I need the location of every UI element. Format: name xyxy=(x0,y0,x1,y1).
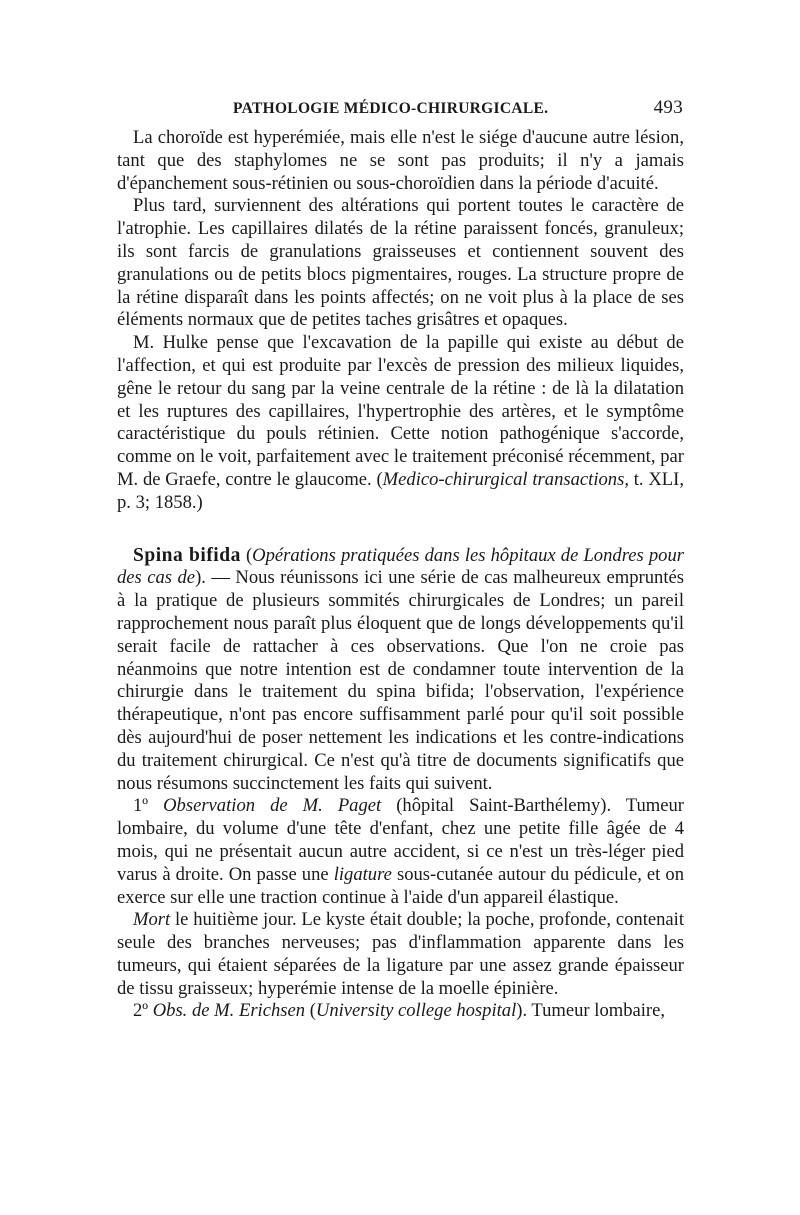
observation-text-continued: sous-cutanée autour du pédicule, et on exerce sur elle une traction continue à l'aide d'un appareil élastique. xyxy=(117,863,684,908)
observation-number: 1º xyxy=(133,795,164,817)
paragraph-hulke xyxy=(117,332,684,514)
journal-reference: , t. XLI, p. 3; 1858.) xyxy=(117,468,684,513)
mort-text: le huitième jour. Le kyste était double; la poche, profonde, contenait seule des branches nerveuses; pas d'inflammation apparente dans les tumeurs, qui étaient séparées de la ligature par une assez grande épaisseur de tissu graisseux; hyperémie intense de la moelle épinière. xyxy=(117,909,684,999)
observation-text: (hôpital Saint-Barthélemy). Tumeur lombaire, du volume d'une tête d'enfant, chez une petite fille âgée de 4 mois, qui ne présentait aucun autre accident, si ce n'est un très-léger pied varus à droite. On passe une xyxy=(117,795,684,885)
heading-open-paren: ( xyxy=(240,544,253,566)
hospital-name: University college hospital xyxy=(315,1000,517,1022)
paragraph-atrophie: Plus tard, surviennent des altérations qui portent toutes le caractère de l'atrophie. Les capillaires dilatés de la rétine paraissent foncés, granuleux; ils sont farcis de granulations graisseuses et contiennent souvent des granulations ou de petits blocs pigmentaires, rouges. La structure propre de la rétine disparaît dans les points affectés; on ne voit plus à la place de ses éléments normaux que de petites taches grisâtres et opaques. xyxy=(117,195,684,331)
section-subtitle: Opérations pratiquées dans les hôpitaux de Londres pour des cas de xyxy=(117,544,684,589)
observation-2-number: 2º xyxy=(133,1000,153,1022)
page-number: 493 xyxy=(653,97,683,118)
section-heading: Spina bifida xyxy=(133,544,241,566)
hulke-text: M. Hulke pense que l'excavation de la papille qui existe au début de l'affection, et qui est produite par l'excès de pression des milieux liquides, gêne le retour du sang par la veine centrale de la rétine : de là la dilatation et les ruptures des capillaires, l'hypertrophie des artères, et le symptôme caractéristique du pouls rétinien. Cette notion pathogénique s'accorde, comme on le voit, parfaitement avec le traitement préconisé récemment, par M. de Graefe, contre le glaucome. ( xyxy=(117,332,684,490)
observation-2-text: ). Tumeur lombaire, xyxy=(516,1000,666,1022)
observation-2-open-paren: ( xyxy=(305,1000,316,1022)
observation-title: Observation de M. Paget xyxy=(163,795,382,817)
paragraph-observation-2 xyxy=(117,1000,684,1023)
running-title: PATHOLOGIE MÉDICO-CHIRURGICALE. xyxy=(233,100,549,117)
ligature-term: ligature xyxy=(333,863,392,885)
page-body xyxy=(117,127,684,1023)
mort-term: Mort xyxy=(133,909,171,931)
paragraph-spina-bifida xyxy=(117,545,684,796)
paragraph-observation-1 xyxy=(117,795,684,909)
paragraph-mort xyxy=(117,909,684,1000)
journal-title: Medico-chirurgical transactions xyxy=(382,468,625,490)
observation-2-title: Obs. de M. Erichsen xyxy=(152,1000,306,1022)
spina-bifida-text: ). — Nous réunissons ici une série de cas malheureux empruntés à la pratique de plusieurs sommités chirurgicales de Londres; un pareil rapprochement nous paraît plus éloquent que de longs développements qu'il serait facile de rattacher à ces observations. Que l'on ne croie pas néanmoins que notre intention est de condamner toute intervention de la chirurgie dans le traitement du spina bifida; l'observation, l'expérience thérapeutique, n'ont pas encore suffisamment parlé pour qu'il soit possible dès aujourd'hui de poser nettement les indications et les contre-indications du traitement chirurgical. Ce n'est qu'à titre de documents significatifs que nous résumons succinctement les faits qui suivent. xyxy=(117,567,684,794)
running-header xyxy=(233,97,683,119)
section-gap xyxy=(117,515,684,545)
paragraph-choroide: La choroïde est hyperémiée, mais elle n'est le siége d'aucune autre lésion, tant que des staphylomes ne se sont pas produits; il n'y a jamais d'épanchement sous-rétinien ou sous-choroïdien dans la période d'acuité. xyxy=(117,127,684,194)
